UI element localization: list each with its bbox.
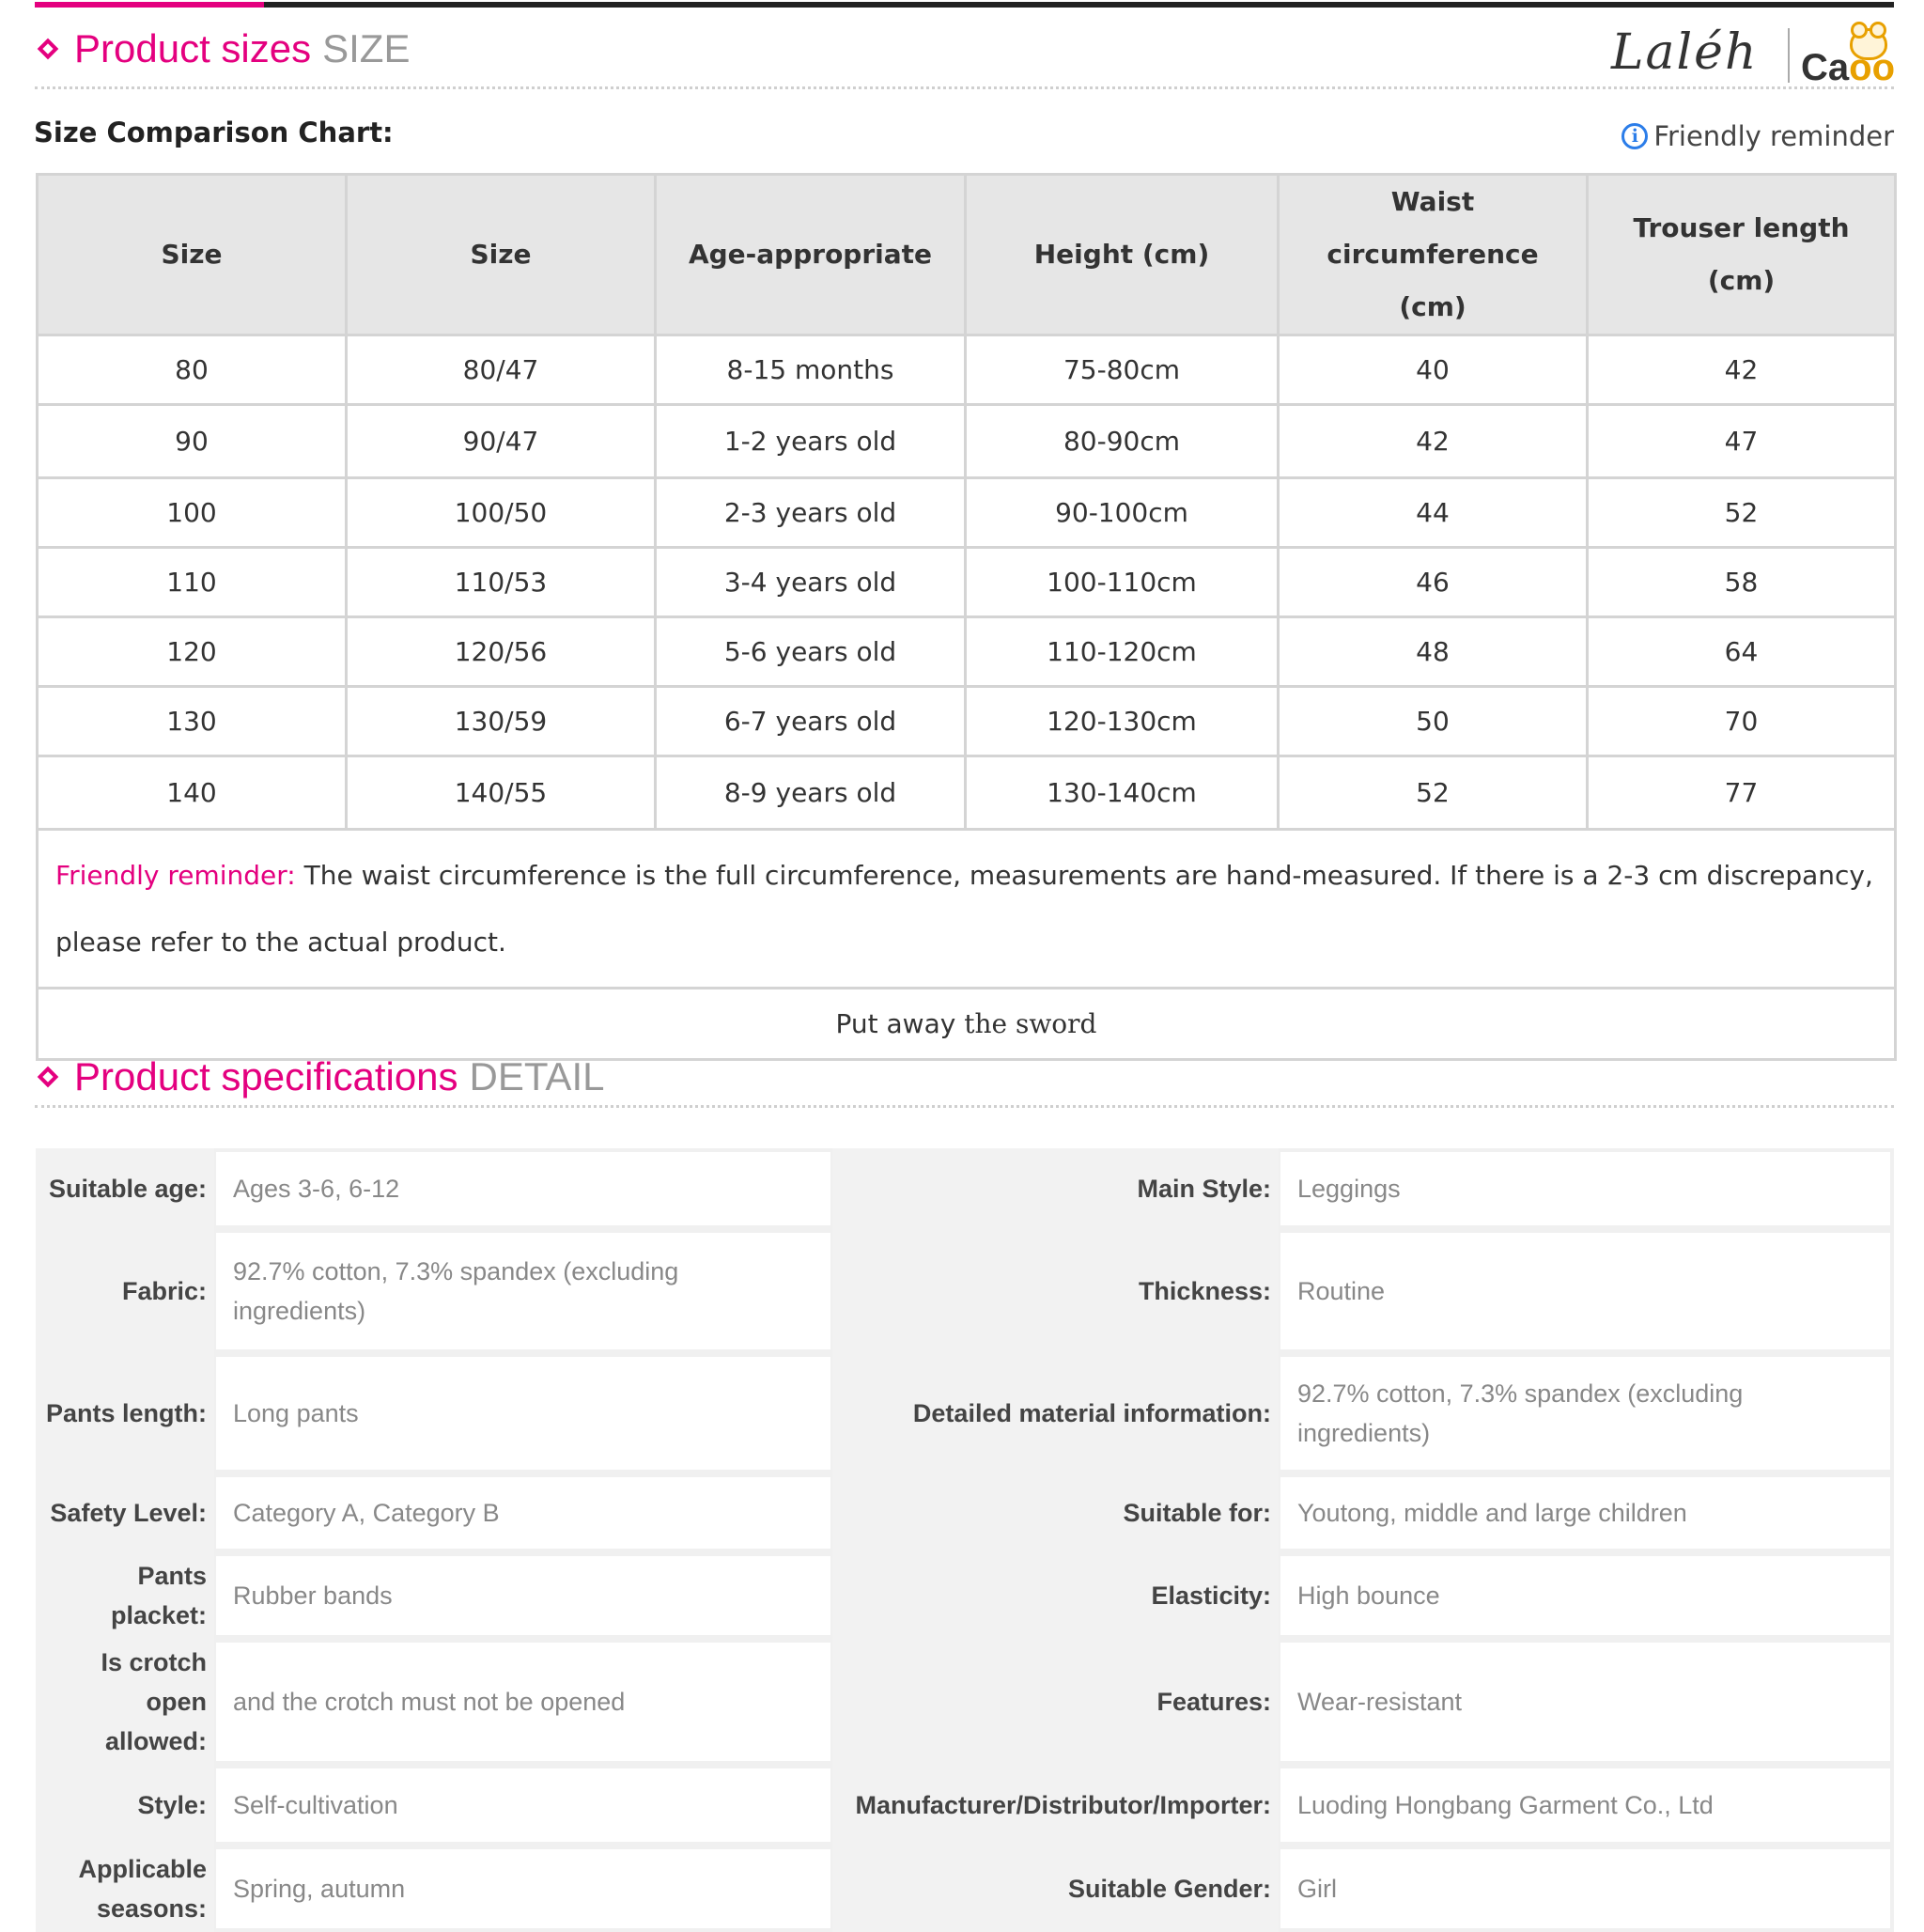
section-divider xyxy=(35,1105,1894,1108)
spec-value: Routine xyxy=(1279,1229,1894,1353)
table-cell: 5-6 years old xyxy=(656,617,966,687)
table-cell: 42 xyxy=(1279,405,1588,478)
spec-value: Ages 3-6, 6-12 xyxy=(214,1148,832,1229)
table-cell: 40 xyxy=(1279,335,1588,405)
spec-value: High bounce xyxy=(1279,1552,1894,1639)
put-away-row xyxy=(38,989,1896,1060)
table-cell: 6-7 years old xyxy=(656,687,966,756)
table-row xyxy=(38,687,1896,756)
spec-label: Thickness: xyxy=(832,1229,1279,1353)
table-row xyxy=(38,335,1896,405)
spec-label: Detailed material information: xyxy=(832,1353,1279,1473)
logo-script: Laléh xyxy=(1611,24,1759,81)
size-section-subtitle: SIZE xyxy=(322,26,411,70)
size-section-heading xyxy=(35,26,410,71)
note-text: The waist circumference is the full circumference, measurements are hand-measured. If there is a 2-3 cm discrepancy, please refer to the actual product. xyxy=(55,860,1873,958)
spec-label: Fabric: xyxy=(36,1229,214,1353)
table-cell: 130/59 xyxy=(347,687,656,756)
table-cell: 110 xyxy=(38,548,347,617)
table-cell: 110/53 xyxy=(347,548,656,617)
spec-row xyxy=(36,1846,1894,1932)
table-cell: 70 xyxy=(1588,687,1896,756)
table-cell: 8-9 years old xyxy=(656,756,966,830)
put-away-button[interactable] xyxy=(38,989,1896,1060)
detail-section-title: Product specifications xyxy=(74,1054,458,1098)
spec-value: Luoding Hongbang Garment Co., Ltd xyxy=(1279,1765,1894,1846)
column-header: Trouser length (cm) xyxy=(1588,175,1896,335)
spec-label: Safety Level: xyxy=(36,1473,214,1552)
table-header-row xyxy=(38,175,1896,335)
specifications-table xyxy=(36,1148,1894,1932)
table-cell: 46 xyxy=(1279,548,1588,617)
table-row xyxy=(38,478,1896,548)
table-cell: 3-4 years old xyxy=(656,548,966,617)
table-row xyxy=(38,756,1896,830)
spec-row xyxy=(36,1148,1894,1229)
table-cell: 130-140cm xyxy=(966,756,1279,830)
table-cell: 8-15 months xyxy=(656,335,966,405)
spec-label: Suitable age: xyxy=(36,1148,214,1229)
table-cell: 44 xyxy=(1279,478,1588,548)
spec-value: Youtong, middle and large children xyxy=(1279,1473,1894,1552)
table-cell: 100 xyxy=(38,478,347,548)
table-cell: 100-110cm xyxy=(966,548,1279,617)
note-row xyxy=(38,830,1896,989)
table-cell: 52 xyxy=(1279,756,1588,830)
spec-label: Style: xyxy=(36,1765,214,1846)
table-cell: 80 xyxy=(38,335,347,405)
column-header: Height (cm) xyxy=(966,175,1279,335)
table-cell: 47 xyxy=(1588,405,1896,478)
table-cell: 77 xyxy=(1588,756,1896,830)
table-cell: 140/55 xyxy=(347,756,656,830)
table-cell: 52 xyxy=(1588,478,1896,548)
diamond-icon xyxy=(38,39,59,60)
spec-label: Manufacturer/Distributor/Importer: xyxy=(832,1765,1279,1846)
table-row xyxy=(38,617,1896,687)
size-comparison-table xyxy=(36,173,1897,1061)
friendly-reminder-link[interactable] xyxy=(1621,120,1894,152)
spec-label: Is crotch open allowed: xyxy=(36,1639,214,1765)
table-cell: 120-130cm xyxy=(966,687,1279,756)
table-cell: 140 xyxy=(38,756,347,830)
table-cell: 1-2 years old xyxy=(656,405,966,478)
table-cell: 58 xyxy=(1588,548,1896,617)
table-cell: 48 xyxy=(1279,617,1588,687)
table-cell: 75-80cm xyxy=(966,335,1279,405)
table-row xyxy=(38,405,1896,478)
detail-section-subtitle: DETAIL xyxy=(469,1054,605,1098)
column-header: Size xyxy=(38,175,347,335)
logo-separator xyxy=(1788,28,1790,83)
table-cell: 90-100cm xyxy=(966,478,1279,548)
friendly-reminder-note xyxy=(38,830,1896,989)
table-cell: 64 xyxy=(1588,617,1896,687)
spec-row xyxy=(36,1639,1894,1765)
spec-value: 92.7% cotton, 7.3% spandex (excluding ingredients) xyxy=(1279,1353,1894,1473)
table-cell: 90/47 xyxy=(347,405,656,478)
info-icon: i xyxy=(1621,123,1648,149)
table-cell: 100/50 xyxy=(347,478,656,548)
put-away-label-rest: the sword xyxy=(964,1008,1097,1039)
spec-label: Applicable seasons: xyxy=(36,1846,214,1932)
spec-label: Pants length: xyxy=(36,1353,214,1473)
table-cell: 110-120cm xyxy=(966,617,1279,687)
put-away-label: Put away xyxy=(835,1008,956,1039)
spec-value: and the crotch must not be opened xyxy=(214,1639,832,1765)
spec-row xyxy=(36,1353,1894,1473)
table-cell: 42 xyxy=(1588,335,1896,405)
table-cell: 80/47 xyxy=(347,335,656,405)
size-section-title: Product sizes xyxy=(74,26,312,70)
spec-row xyxy=(36,1552,1894,1639)
spec-value: 92.7% cotton, 7.3% spandex (excluding ingredients) xyxy=(214,1229,832,1353)
table-cell: 80-90cm xyxy=(966,405,1279,478)
note-label: Friendly reminder: xyxy=(55,860,296,891)
logo-brand: Caoo xyxy=(1801,47,1896,88)
spec-value: Girl xyxy=(1279,1846,1894,1932)
table-cell: 50 xyxy=(1279,687,1588,756)
diamond-icon xyxy=(38,1067,59,1088)
detail-section-heading xyxy=(35,1054,604,1099)
column-header: Size xyxy=(347,175,656,335)
table-cell: 120 xyxy=(38,617,347,687)
table-cell: 90 xyxy=(38,405,347,478)
spec-row xyxy=(36,1229,1894,1353)
table-cell: 2-3 years old xyxy=(656,478,966,548)
brand-logo xyxy=(1602,8,1898,92)
spec-label: Main Style: xyxy=(832,1148,1279,1229)
spec-label: Features: xyxy=(832,1639,1279,1765)
spec-label: Pants placket: xyxy=(36,1552,214,1639)
table-row xyxy=(38,548,1896,617)
top-rule-accent xyxy=(35,2,264,8)
spec-value: Spring, autumn xyxy=(214,1846,832,1932)
spec-value: Wear-resistant xyxy=(1279,1639,1894,1765)
size-chart-label: Size Comparison Chart: xyxy=(34,117,394,148)
table-cell: 120/56 xyxy=(347,617,656,687)
spec-label: Suitable for: xyxy=(832,1473,1279,1552)
spec-label: Suitable Gender: xyxy=(832,1846,1279,1932)
spec-value: Category A, Category B xyxy=(214,1473,832,1552)
spec-label: Elasticity: xyxy=(832,1552,1279,1639)
spec-value: Long pants xyxy=(214,1353,832,1473)
column-header: Age-appropriate xyxy=(656,175,966,335)
spec-row xyxy=(36,1765,1894,1846)
column-header: Waist circumference (cm) xyxy=(1279,175,1588,335)
spec-value: Leggings xyxy=(1279,1148,1894,1229)
spec-value: Rubber bands xyxy=(214,1552,832,1639)
table-cell: 130 xyxy=(38,687,347,756)
spec-value: Self-cultivation xyxy=(214,1765,832,1846)
friendly-reminder-label: Friendly reminder xyxy=(1653,120,1894,152)
spec-row xyxy=(36,1473,1894,1552)
